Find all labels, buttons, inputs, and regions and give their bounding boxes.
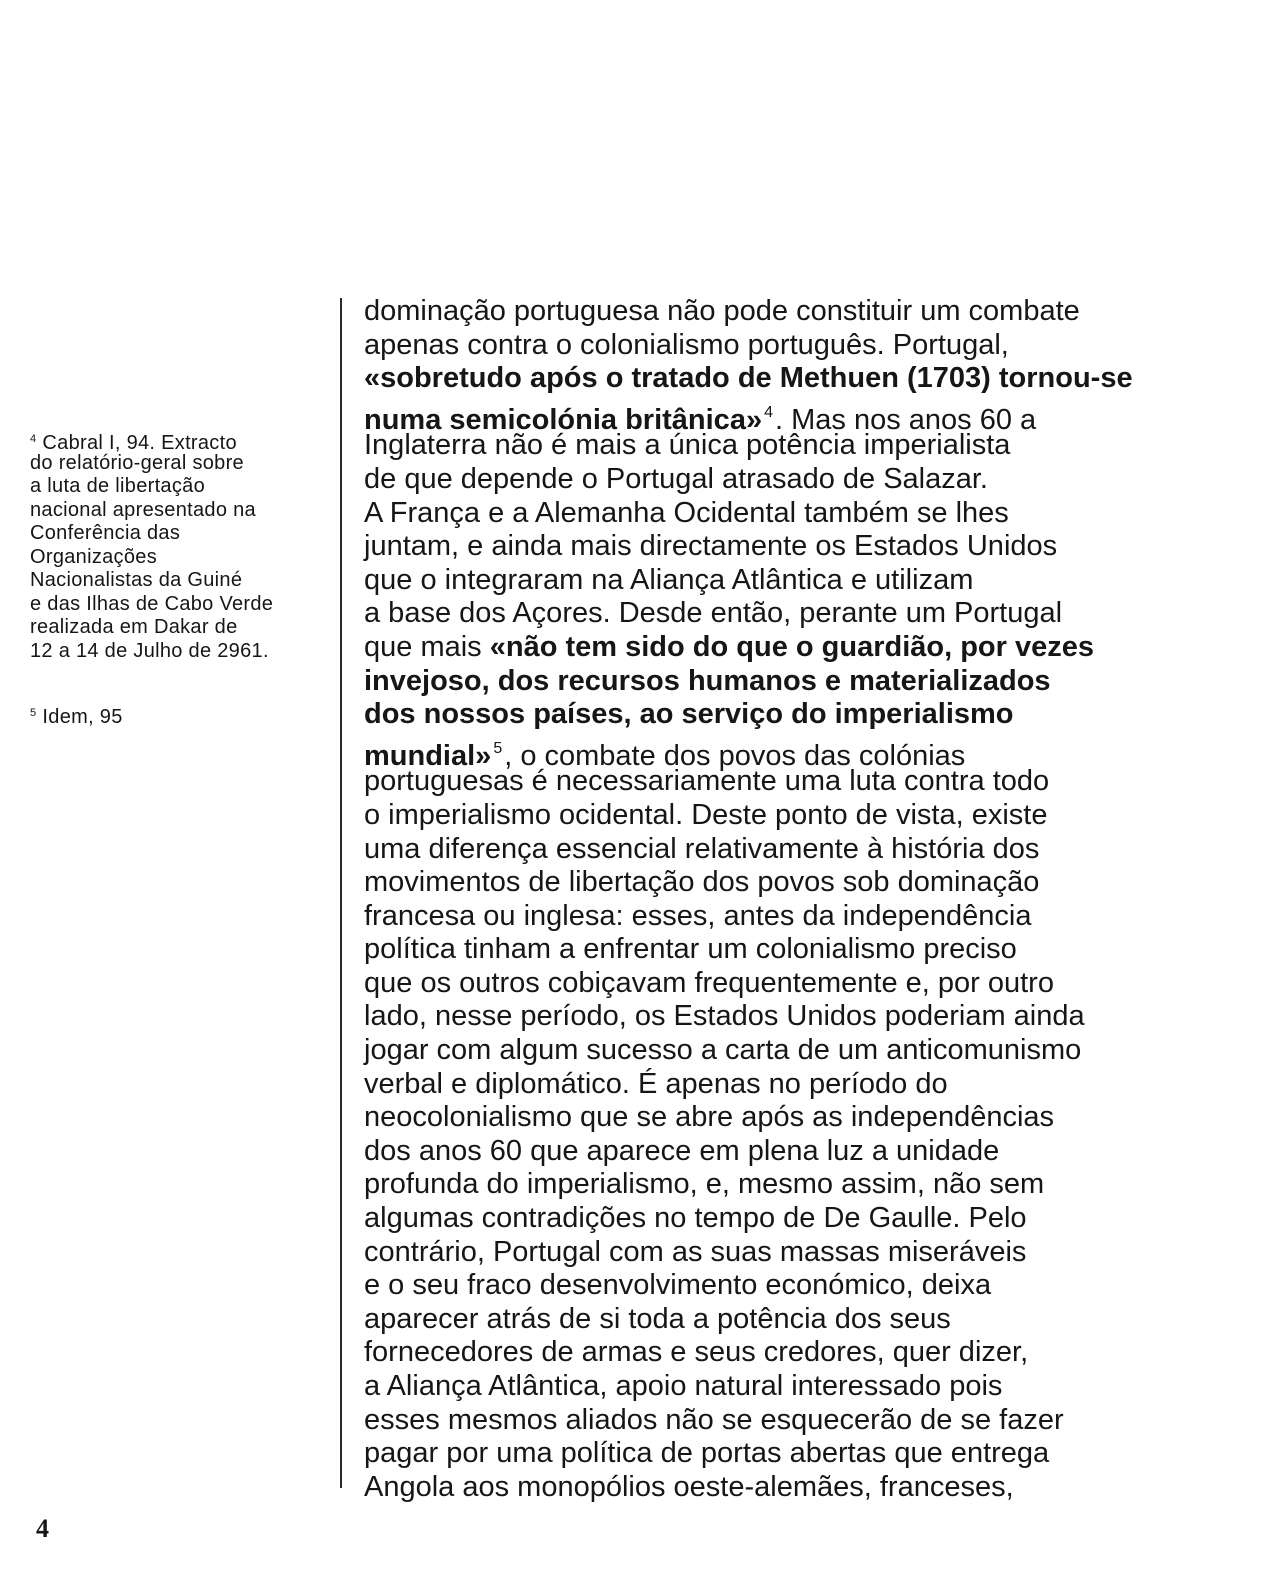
text-line: Inglaterra não é mais a única potência imperialista <box>364 429 1011 462</box>
footnote-spacer <box>30 663 335 702</box>
text-line: movimentos de libertação dos povos sob dominação <box>364 866 1040 899</box>
text-line: aparecer atrás de si toda a potência dos seus <box>364 1302 951 1335</box>
text-line: numa semicolónia britânica» $^4$. Mas nos anos 60 a <box>364 403 1037 436</box>
text-line: política tinham a enfrentar um colonialismo preciso <box>364 933 1017 966</box>
text-line: jogar com algum sucesso a carta de um anticomunismo <box>364 1034 1082 1067</box>
footnote-4-line: Conferência das <box>30 522 181 544</box>
text-line: profunda do imperialismo, e, mesmo assim, não sem <box>364 1168 1045 1201</box>
text-line: uma diferença essencial relativamente à história dos <box>364 832 1040 865</box>
text-line: de que depende o Portugal atrasado de Salazar. <box>364 462 988 495</box>
text-line: Angola aos monopólios oeste-alemães, franceses, <box>364 1470 1014 1503</box>
footnote-4-line: nacional apresentado na <box>30 498 256 521</box>
text-line: a Aliança Atlântica, apoio natural interessado pois <box>364 1370 1003 1402</box>
text-line: contrário, Portugal com as suas massas miseráveis <box>364 1235 1027 1268</box>
text-line: portuguesas é necessariamente uma luta contra todo <box>364 765 1050 798</box>
text-line: verbal e diplomático. É apenas no período do <box>364 1067 948 1100</box>
text-line: e o seu fraco desenvolvimento económico, deixa <box>364 1269 992 1302</box>
quote-line: dos nossos países, ao serviço do imperialismo <box>364 698 1014 731</box>
footnote-4-line: Nacionalistas da Guiné <box>30 569 243 591</box>
footnote-4-line: 12 a 14 de Julho de 2961. <box>30 639 269 662</box>
text-line: francesa ou inglesa: esses, antes da independência <box>364 899 1032 932</box>
text-line: que os outros cobiçavam frequentemente e, por outro <box>364 966 1054 999</box>
footnote-4-line: do relatório-geral sobre <box>30 451 244 474</box>
quote-fragment: mundial» <box>364 739 492 772</box>
footnote-4-line: a luta de libertação <box>30 475 206 497</box>
text-line: algumas contradições no tempo de De Gaulle. Pelo <box>364 1202 1027 1235</box>
text-line: esses mesmos aliados não se esquecerão de se fazer <box>364 1403 1064 1436</box>
text-line: a base dos Açores. Desde então, perante um Portugal <box>364 597 1063 630</box>
footnote-ref-5: 5 <box>493 739 503 757</box>
quote-line: «sobretudo após o tratado de Methuen (1703) tornou-se <box>364 362 1133 395</box>
footnote-4-line: e das Ilhas de Cabo Verde <box>30 592 274 615</box>
text-line: dos anos 60 que aparece em plena luz a unidade <box>364 1134 1000 1167</box>
column-divider <box>340 298 342 1488</box>
main-text <box>364 295 1244 1504</box>
text-line: A França e a Alemanha Ocidental também se lhes <box>364 496 1009 529</box>
text-line: juntam, e ainda mais directamente os Estados Unidos <box>364 530 1058 563</box>
text-line: que mais «não tem sido do que o guardião, por vezes <box>364 630 1095 663</box>
footnote-5-marker: 5 <box>30 707 37 719</box>
text-line: mundial» $^5$, o combate dos povos das colónias <box>364 739 966 772</box>
footnote-4-line: $^4$ Cabral I, 94. Extracto <box>30 432 237 454</box>
quote-fragment: numa semicolónia britânica» <box>364 403 763 436</box>
quote-fragment: «não tem sido do que o guardião, por vezes <box>489 630 1095 663</box>
footnote-ref-4: 4 <box>764 403 773 421</box>
footnote-4-marker: 4 <box>30 433 37 445</box>
quote-line: invejoso, dos recursos humanos e materializados <box>364 664 1051 697</box>
text-line: lado, nesse período, os Estados Unidos poderiam ainda <box>364 1000 1085 1033</box>
text-line: o imperialismo ocidental. Deste ponto de vista, existe <box>364 798 1048 831</box>
footnote-4-line: Organizações <box>30 545 157 568</box>
text-line: neocolonialismo que se abre após as independências <box>364 1101 1055 1134</box>
text-line: pagar por uma política de portas abertas que entrega <box>364 1437 1050 1470</box>
footnote-4-line: realizada em Dakar de <box>30 616 238 638</box>
text-line: dominação portuguesa não pode constituir um combate <box>364 295 1080 327</box>
page-number: 4 <box>36 1514 49 1543</box>
footnote-5-line: $^5$ Idem, 95 <box>30 706 123 728</box>
footnotes-column <box>30 428 335 726</box>
text-line: apenas contra o colonialismo português. Portugal, <box>364 328 1009 361</box>
text-line: que o integraram na Aliança Atlântica e utilizam <box>364 563 974 596</box>
text-line: fornecedores de armas e seus credores, quer dizer, <box>364 1336 1029 1369</box>
